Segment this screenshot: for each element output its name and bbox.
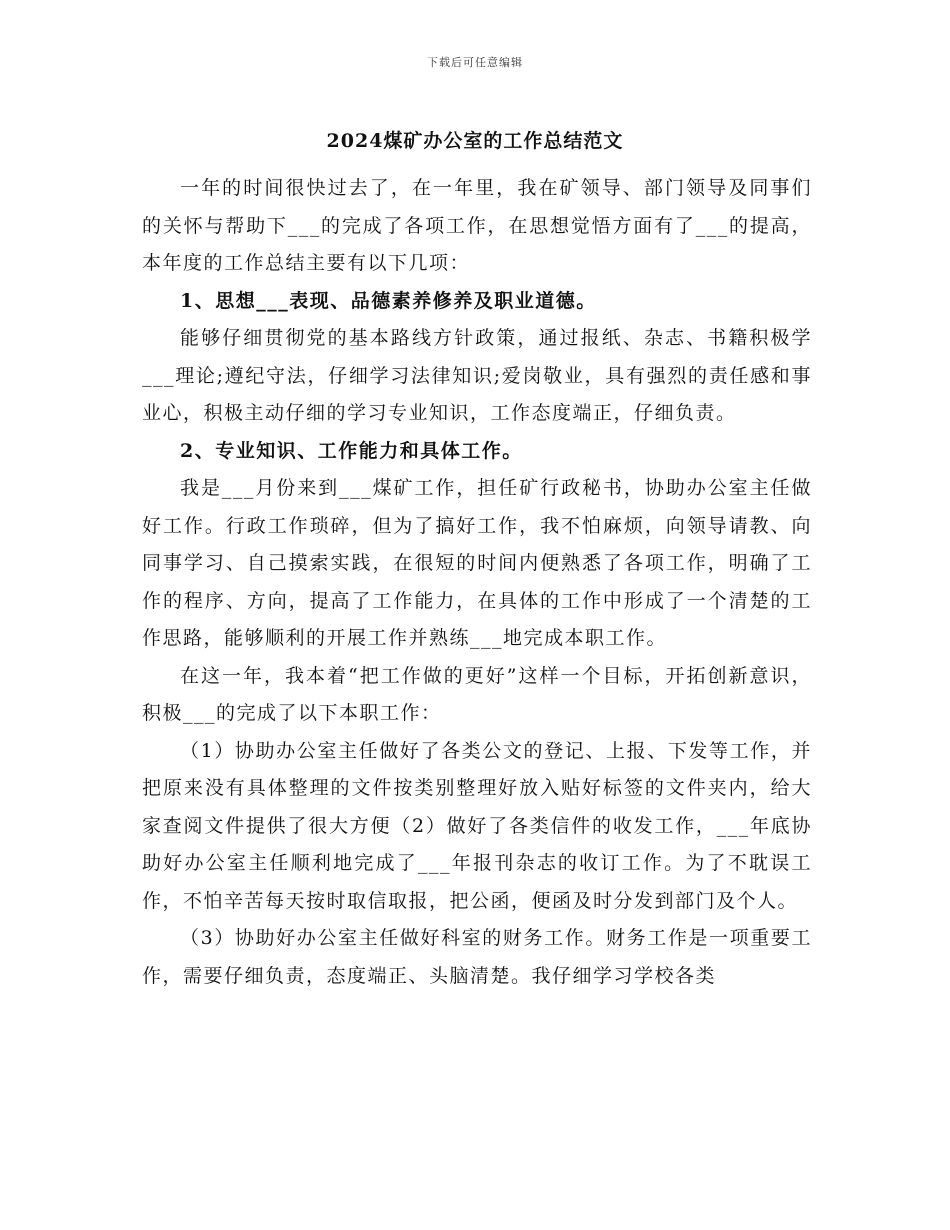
document-title: 2024煤矿办公室的工作总结范文 <box>326 130 624 152</box>
paragraph-section-1: 能够仔细贯彻党的基本路线方针政策，通过报纸、杂志、书籍积极学___理论;遵纪守法，仔细学习法律知识;爱岗敬业，具有强烈的责任感和事业心，积极主动仔细的学习专业知识，工作态度端正，仔细负责。 <box>142 327 812 424</box>
paragraph-intro: 一年的时间很快过去了，在一年里，我在矿领导、部门领导及同事们的关怀与帮助下___的完成了各项工作，在思想觉悟方面有了___的提高，本年度的工作总结主要有以下几项： <box>142 177 812 274</box>
section-heading-2: 2、专业知识、工作能力和具体工作。 <box>180 439 523 462</box>
paragraph-item-1-2: （1）协助办公室主任做好了各类公文的登记、上报、下发等工作，并把原来没有具体整理的文件按类别整理好放入贴好标签的文件夹内，给大家查阅文件提供了很大方便（2）做好了各类信件的收发工作，___年底协助好办公室主任顺利地完成了___年报刊杂志的收订工作。为了不耽误工作，不怕辛苦每天按时取信取报，把公函，便函及时分发到部门及个人。 <box>142 739 812 912</box>
header-note: 下载后可任意编辑 <box>427 56 523 69</box>
section-heading-1: 1、思想___表现、品德素养修养及职业道德。 <box>180 289 597 312</box>
paragraph-goal: 在这一年，我本着“把工作做的更好”这样一个目标，开拓创新意识，积极___的完成了以下本职工作： <box>142 664 812 724</box>
document-body <box>142 170 812 995</box>
paragraph-item-3: （3）协助好办公室主任做好科室的财务工作。财务工作是一项重要工作，需要仔细负责，态度端正、头脑清楚。我仔细学习学校各类 <box>142 927 812 987</box>
paragraph-section-2: 我是___月份来到___煤矿工作，担任矿行政秘书，协助办公室主任做好工作。行政工作琐碎，但为了搞好工作，我不怕麻烦，向领导请教、向同事学习、自己摸索实践，在很短的时间内便熟悉了各项工作，明确了工作的程序、方向，提高了工作能力，在具体的工作中形成了一个清楚的工作思路，能够顺利的开展工作并熟练___地完成本职工作。 <box>142 477 812 649</box>
